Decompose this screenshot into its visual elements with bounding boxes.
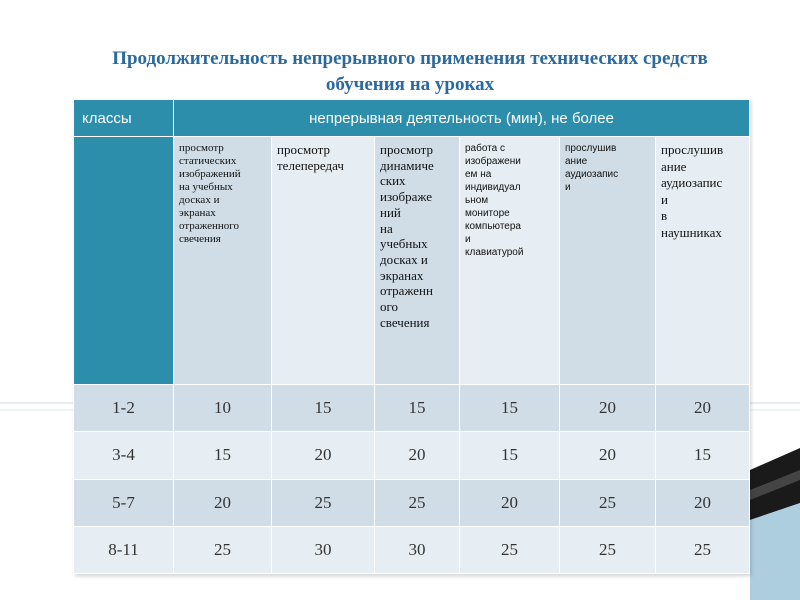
subheader-line: просмотр — [380, 142, 433, 157]
subheader-line: ских — [380, 173, 406, 189]
class-cell: 1-2 — [74, 385, 174, 432]
subheader-line: прослушив — [661, 142, 724, 157]
subheader-dynamic-images — [375, 137, 460, 385]
subheader-line: индивидуал — [465, 182, 521, 193]
value-cell: 25 — [174, 526, 272, 573]
subheader-line: клавиатурой — [465, 247, 524, 258]
subheader-line: изображени — [465, 156, 521, 167]
value-cell: 20 — [272, 432, 375, 479]
subheader-line: компьютера — [465, 221, 521, 232]
subheader-computer-monitor — [460, 137, 560, 385]
value-cell: 10 — [174, 385, 272, 432]
subheader-line: на — [380, 220, 393, 236]
subheader-static-images — [174, 137, 272, 385]
slide-title-line-1: Продолжительность непрерывного применения технических средств — [112, 48, 708, 69]
value-cell: 30 — [272, 526, 375, 573]
subheader-line: аудиозапис — [565, 169, 619, 180]
value-cell: 25 — [560, 479, 656, 526]
value-cell: 20 — [560, 385, 656, 432]
subheader-line: статических — [179, 155, 237, 167]
subheader-tv — [272, 137, 375, 385]
subheader-line: экранах — [179, 207, 216, 219]
subheader-line: просмотр — [179, 142, 224, 154]
table-row — [74, 385, 750, 432]
class-cell: 8-11 — [74, 526, 174, 573]
value-cell: 15 — [272, 385, 375, 432]
value-cell: 20 — [656, 385, 750, 432]
value-cell: 15 — [460, 432, 560, 479]
value-cell: 20 — [174, 479, 272, 526]
value-cell: 20 — [560, 432, 656, 479]
subheader-line: мониторе — [465, 208, 510, 219]
subheader-line: и — [661, 191, 668, 207]
value-cell: 25 — [375, 479, 460, 526]
subheader-line: аудиозапис — [661, 175, 723, 191]
value-cell: 30 — [375, 526, 460, 573]
subheader-line: ого — [380, 299, 399, 315]
header-spacer — [74, 137, 174, 385]
subheader-line: досках и — [380, 251, 428, 267]
subheader-line: прослушив — [565, 143, 617, 154]
subheader-line: учебных — [380, 236, 428, 252]
activity-duration-table-wrapper — [73, 99, 749, 574]
value-cell: 15 — [174, 432, 272, 479]
subheader-line: ание — [661, 158, 687, 174]
slide-title-line-2: обучения на уроках — [325, 74, 495, 95]
value-cell: 15 — [656, 432, 750, 479]
value-cell: 15 — [460, 385, 560, 432]
slide-title — [40, 46, 780, 98]
class-cell: 5-7 — [74, 479, 174, 526]
value-cell: 20 — [375, 432, 460, 479]
subheader-line: ний — [380, 204, 401, 220]
value-cell: 15 — [375, 385, 460, 432]
activity-duration-table — [73, 99, 750, 574]
subheader-line: в — [661, 208, 668, 224]
class-cell: 3-4 — [74, 432, 174, 479]
column-header-activity: непрерывная деятельность (мин), не более — [174, 100, 750, 137]
value-cell: 25 — [460, 526, 560, 573]
subheader-line: ание — [565, 156, 588, 167]
column-header-classes: классы — [74, 100, 174, 137]
value-cell: 25 — [272, 479, 375, 526]
subheader-line: изображе — [380, 189, 432, 205]
subheader-line: досках и — [179, 194, 220, 206]
value-cell: 20 — [460, 479, 560, 526]
subheader-audio — [560, 137, 656, 385]
subheader-line: работа с — [465, 143, 505, 154]
subheader-line: отраженн — [380, 283, 433, 299]
subheader-line: ьном — [465, 195, 489, 206]
value-cell: 25 — [560, 526, 656, 573]
value-cell: 20 — [656, 479, 750, 526]
value-cell: 25 — [656, 526, 750, 573]
subheader-line: изображений — [179, 168, 241, 180]
subheader-line: динамиче — [380, 157, 434, 173]
subheader-line: отраженного — [179, 220, 240, 232]
table-row — [74, 432, 750, 479]
subheader-line: свечения — [179, 233, 221, 245]
table-row — [74, 479, 750, 526]
subheader-line: наушниках — [661, 224, 722, 240]
subheader-line: и — [565, 182, 571, 193]
table-row — [74, 526, 750, 573]
subheader-line: телепередач — [277, 157, 344, 173]
subheader-line: и — [465, 234, 471, 245]
subheader-line: экранах — [380, 267, 424, 283]
subheader-line: ем на — [465, 169, 492, 180]
subheader-line: свечения — [380, 314, 430, 330]
subheader-line: просмотр — [277, 142, 330, 157]
subheader-audio-headphones — [656, 137, 750, 385]
subheader-line: на учебных — [179, 181, 233, 193]
